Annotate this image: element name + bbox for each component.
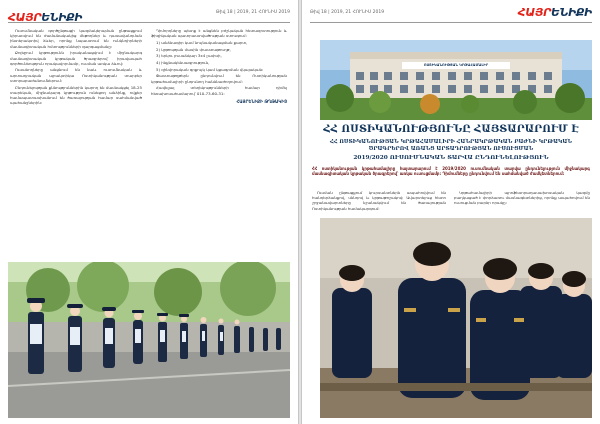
parade-illustration — [8, 262, 290, 418]
right-page-header — [310, 6, 592, 23]
paragraph: 5) զինվորական գրքույկ կամ կցագրման վկայական: — [156, 66, 264, 72]
left-column-2 — [151, 28, 287, 104]
paragraph: 1) անձնագիր կամ նույնականացման քարտ, — [156, 39, 248, 45]
paragraph: Ուսման ընթացքում կուրսանտներն ապահովվում են հանդերձանքով, սննդով և կրթաթոշակով: Ավարտելուց հետո շրջանավարտները նշանակվում են ծառայության Ոստիկանության համակարգում: — [312, 190, 446, 211]
paragraph: 2) կրթության մասին փաստաթուղթ, — [156, 46, 231, 52]
signature: ՀԱՅՐԵՆԻՔԻ ԹՂԹԱԿԻՑ — [236, 98, 287, 104]
paragraph: 3) երկու լուսանկար 3x4 չափսի, — [156, 53, 222, 59]
paragraph: 4) ինքնակենսագրություն, — [156, 60, 210, 66]
issue-info: Թիվ 18 | 2019, 21 ՀՈՒՆԻՍ 2019 — [215, 10, 290, 15]
paragraph: Ուսումնական գործընթացի կազմակերպման ընթացքում կիրառվում են ժամանակակից մեթոդներ և դասավանդման ինտերակտիվ ձևեր, որոնք նպաստում են ունկնդիրների մասնագիտական հմտությունների զարգացմանը: — [10, 28, 142, 49]
issue-info: Թիվ 18 | 2019, 21 ՀՈՒՆԻՍ 2019 — [310, 10, 385, 15]
headline: ՀՀ ՈՍՏԻԿԱՆՈՒԹՅՈՒՆԸ ՀԱՅՏԱՐԱՐՈՒՄ Է — [323, 124, 579, 135]
left-page — [0, 0, 298, 424]
building-sign: ՈՍՏԻԿԱՆՈՒԹՅԱՆ ԿՐԹԱՀԱՄԱԼԻՐ — [423, 63, 489, 67]
left-column-1 — [10, 28, 142, 107]
subheadline: ՀՀ ՈՍՏԻԿԱՆՈՒԹՅԱՆ ԿՐԹԱՀԱՄԱԼԻՐԻ ՀԱՆՐԱԿՐԹԱԿԱՆ ԲԱԺՆԻ ԿՐԹԱԿԱՆ ԾՐԱԳՐԵՐՈՎ ԱՌԱՆՑ ԱՐՏԱԴՐՈՒԹՅԱՆ ՈՒՍՈՒՑՄԱՆ — [329, 139, 573, 152]
right-page — [302, 0, 600, 424]
magazine-logo: ՀԱՅՐԵՆԻՔԻ — [8, 11, 83, 24]
left-page-header — [8, 6, 290, 23]
classroom-photo — [320, 218, 592, 418]
paragraph: Ուսանողները անցնում են նաև ուսումնական և արտադրական պրակտիկա Ոստիկանության տարբեր ստորաբաժանումներում: — [10, 67, 142, 83]
lead-paragraph: ՀՀ ոստիկանության կրթահամալիրը հայտարարում է 2019/2020 ուսումնական տարվա ընդունելություն միջնակարգ մասնագիտական կրթական ծրագրերով՝ առկա ուսուցմամբ: Դիմումները ընդունվում են սահմանված ժամկետներում: — [312, 166, 590, 177]
subheadline-year: 2019/2020 ՈՒՍՈՒՄՆԱԿԱՆ ՏԱՐՎԱ ԸՆԴՈՒՆԵԼՈՒԹՅՈՒՆ — [353, 155, 549, 161]
paragraph: Հավելյալ տեղեկությունների համար դիմել հեռախոսահամարով՝ 010-73-60-31: — [151, 85, 287, 96]
paragraph: Ընդունելության քննություններին կարող են մասնակցել 18-25 տարեկան, միջնակարգ կրթություն ունեցող անձինք, ովքեր համապատասխանում են ծառայության համար սահմանված պահանջներին: — [10, 84, 142, 106]
academy-building-photo — [320, 40, 592, 120]
paragraph: Փաստաթղթերն ընդունվում են Ոստիկանության կրթահամալիրի ընդունող հանձնաժողովում: — [151, 73, 287, 84]
right-column-2 — [454, 190, 590, 207]
right-column-1 — [312, 190, 446, 212]
classroom-illustration — [320, 218, 592, 418]
magazine-logo: ՀԱՅՐԵՆԻՔԻ — [517, 6, 592, 19]
paragraph: Կրթահամալիրի պրոֆեսորադասախոսական կազմը բաղկացած է փորձառու մասնագետներից, որոնք ապահովում են ուսուցման բարձր որակը: — [454, 190, 590, 206]
building-illustration — [320, 40, 592, 120]
paragraph: Դիմորդները պետք է անցնեն բժշկական հետազոտություն և ֆիզիկական պատրաստվածության ստուգում: — [151, 28, 287, 39]
cadets-parade-photo — [8, 262, 290, 418]
paragraph: Քոլեջում կրթությունն իրականացվում է միջնակարգ մասնագիտական կրթական ծրագրերով՝ իրավապահ գործունեություն որակավորմամբ, ուսման առկա ձևով: — [10, 50, 142, 66]
